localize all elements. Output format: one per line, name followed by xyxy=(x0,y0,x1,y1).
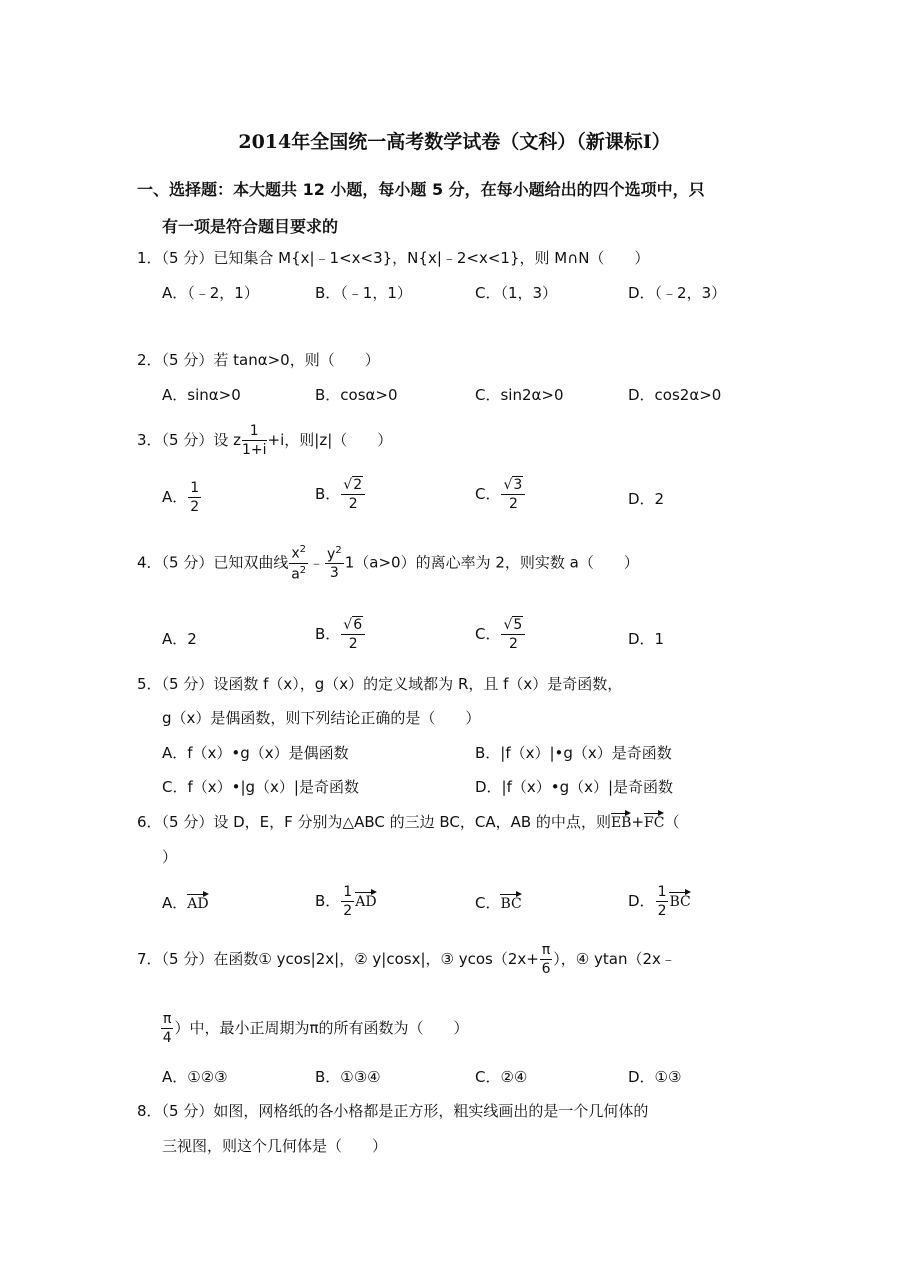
vector-eb: EB xyxy=(610,815,632,831)
frac-den: 2 xyxy=(508,496,518,512)
q1-option-d: D．（﹣2，3） xyxy=(628,284,727,302)
option-label: B． xyxy=(315,485,341,503)
option-label: A． xyxy=(162,894,188,912)
q7-option-a: A．①②③ xyxy=(162,1068,228,1086)
q4-option-d: D．1 xyxy=(628,630,665,648)
q3-prefix: 3．（5 分）设 z xyxy=(137,431,241,449)
q7-option-b: B．①③④ xyxy=(315,1068,381,1086)
question-3-stem xyxy=(137,424,392,457)
q6-option-d xyxy=(628,885,691,918)
q1-option-a: A．（﹣2，1） xyxy=(162,284,259,302)
vector-ad: AD xyxy=(187,896,209,912)
q3-fraction xyxy=(242,424,267,457)
question-4-stem xyxy=(137,545,639,581)
q6-option-a xyxy=(162,896,209,911)
exponent: 2 xyxy=(335,544,342,556)
vector-ad: AD xyxy=(355,894,377,910)
q7-suffix: ）中，最小正周期为π的所有函数为（ ） xyxy=(174,1019,469,1037)
q6-prefix: 6．（5 分）设 D，E，F 分别为△ABC 的三边 BC，CA，AB 的中点，则 xyxy=(137,813,611,831)
q7-fraction-1 xyxy=(540,943,552,976)
q1-option-b: B．（﹣1，1） xyxy=(315,284,412,302)
q6-option-c xyxy=(475,896,522,911)
q2-option-c: C．sin2α>0 xyxy=(475,386,564,404)
frac-num: π xyxy=(541,942,551,958)
option-label: C． xyxy=(475,894,501,912)
q4-fraction-1 xyxy=(289,545,308,581)
var-x: x xyxy=(291,545,300,562)
q2-option-a: A．sinα>0 xyxy=(162,386,241,404)
sqrt-sign: √5 xyxy=(503,617,523,633)
frac-num xyxy=(501,478,525,495)
vector-bc: BC xyxy=(669,894,691,910)
option-label: B． xyxy=(315,892,341,910)
q3-b-fraction xyxy=(341,478,365,511)
frac-num xyxy=(341,618,365,635)
option-label: C． xyxy=(475,625,501,643)
option-label: A． xyxy=(162,488,188,506)
question-8-stem: 8．（5 分）如图，网格纸的各小格都是正方形，粗实线画出的是一个几何体的 xyxy=(137,1102,649,1120)
frac-num: 1 xyxy=(657,884,667,900)
frac-num xyxy=(289,545,308,564)
question-2-stem: 2．（5 分）若 tanα>0，则（ ） xyxy=(137,351,380,369)
radicand: 2 xyxy=(353,477,363,493)
vector-fc: FC xyxy=(644,815,665,831)
q1-option-c: C．（1，3） xyxy=(475,284,558,302)
section-heading-cont: 有一项是符合题目要求的 xyxy=(162,217,339,236)
frac-den: 2 xyxy=(348,496,358,512)
plus-sign: + xyxy=(631,813,645,831)
sqrt-sign: √6 xyxy=(343,617,363,633)
q4-b-fraction xyxy=(341,618,365,651)
frac-den: 4 xyxy=(162,1030,172,1046)
exponent: 2 xyxy=(299,544,307,555)
q4-prefix: 4．（5 分）已知双曲线 xyxy=(137,553,289,572)
frac-den: 2 xyxy=(348,636,358,652)
q6-option-b xyxy=(315,885,377,918)
var-y: y xyxy=(327,546,336,563)
q7-prefix: 7．（5 分）在函数① ycos|2x|，② y|cosx|，③ ycos（2x+ xyxy=(137,950,539,968)
frac-num: π xyxy=(163,1011,172,1027)
q3-c-fraction xyxy=(501,478,525,511)
q6-d-fraction xyxy=(656,885,669,918)
question-5-stem-cont: g（x）是偶函数，则下列结论正确的是（ ） xyxy=(162,709,481,727)
radicand: 6 xyxy=(353,617,363,633)
q7-option-d: D．①③ xyxy=(628,1068,682,1086)
frac-den: 2 xyxy=(508,636,518,652)
radicand: 5 xyxy=(513,617,523,633)
q5-option-c: C．f（x）•|g（x）|是奇函数 xyxy=(162,778,359,796)
q6-suffix: （ xyxy=(664,813,680,831)
q4-fraction-2 xyxy=(325,546,344,581)
frac-num: 1 xyxy=(190,480,200,496)
q3-option-b xyxy=(315,478,366,511)
q3-suffix: +i，则|z|（ ） xyxy=(267,431,393,449)
frac-den: 2 xyxy=(657,903,667,919)
q3-option-a xyxy=(162,481,202,514)
question-7-stem xyxy=(137,943,676,976)
q3-option-d: D．2 xyxy=(628,490,665,508)
exponent: 2 xyxy=(299,564,307,576)
q7-fraction-2 xyxy=(161,1012,173,1045)
frac-num xyxy=(325,546,344,565)
q4-option-c xyxy=(475,618,526,651)
q4-c-fraction xyxy=(501,618,525,651)
q5-option-a: A．f（x）•g（x）是偶函数 xyxy=(162,744,349,762)
frac-den xyxy=(289,564,308,582)
sqrt-sign: √2 xyxy=(343,477,363,493)
frac-num xyxy=(341,478,365,495)
q3-frac-den: 1+i xyxy=(242,442,267,458)
question-1-stem: 1．（5 分）已知集合 M{x|﹣1<x<3}，N{x|﹣2<x<1}，则 M∩N（ ） xyxy=(137,249,650,267)
frac-den: 2 xyxy=(190,499,200,515)
q4-suffix: 1（a>0）的离心率为 2，则实数 a（ ） xyxy=(344,553,639,572)
option-label: C． xyxy=(475,485,501,503)
q3-frac-num: 1 xyxy=(242,424,267,441)
question-8-stem-cont: 三视图，则这个几何体是（ ） xyxy=(162,1137,388,1155)
q3-option-c xyxy=(475,478,526,511)
question-7-stem-cont xyxy=(160,1012,468,1045)
q2-option-d: D．cos2α>0 xyxy=(628,386,722,404)
sqrt-sign: √3 xyxy=(503,477,523,493)
q4-option-a: A．2 xyxy=(162,630,197,648)
option-label: B． xyxy=(315,625,341,643)
question-6-stem-cont: ） xyxy=(162,848,178,866)
q6-b-fraction xyxy=(341,885,354,918)
frac-den: 3 xyxy=(329,565,339,582)
frac-num: 1 xyxy=(343,884,353,900)
frac-den: 2 xyxy=(343,903,353,919)
radicand: 3 xyxy=(513,477,523,493)
q5-option-b: B．|f（x）|•g（x）是奇函数 xyxy=(475,744,672,762)
question-5-stem: 5．（5 分）设函数 f（x），g（x）的定义域都为 R，且 f（x）是奇函数， xyxy=(137,675,623,693)
vector-bc: BC xyxy=(500,896,522,912)
frac-num xyxy=(501,618,525,635)
q5-option-d: D．|f（x）•g（x）|是奇函数 xyxy=(475,778,674,796)
exam-title: 2014年全国统一高考数学试卷（文科）（新课标Ⅰ） xyxy=(238,131,671,153)
var-a: a xyxy=(291,566,300,583)
q7-mid: ），④ ytan（2x﹣ xyxy=(553,950,676,968)
frac-den: 6 xyxy=(541,961,551,977)
minus-sign: ﹣ xyxy=(309,553,325,572)
option-label: D． xyxy=(628,892,655,910)
q4-option-b xyxy=(315,618,366,651)
q7-option-c: C．②④ xyxy=(475,1068,528,1086)
q2-option-b: B．cosα>0 xyxy=(315,386,398,404)
question-6-stem xyxy=(137,815,680,830)
q3-a-fraction xyxy=(188,481,201,514)
section-heading: 一、选择题：本大题共 12 小题，每小题 5 分，在每小题给出的四个选项中，只 xyxy=(137,180,705,199)
